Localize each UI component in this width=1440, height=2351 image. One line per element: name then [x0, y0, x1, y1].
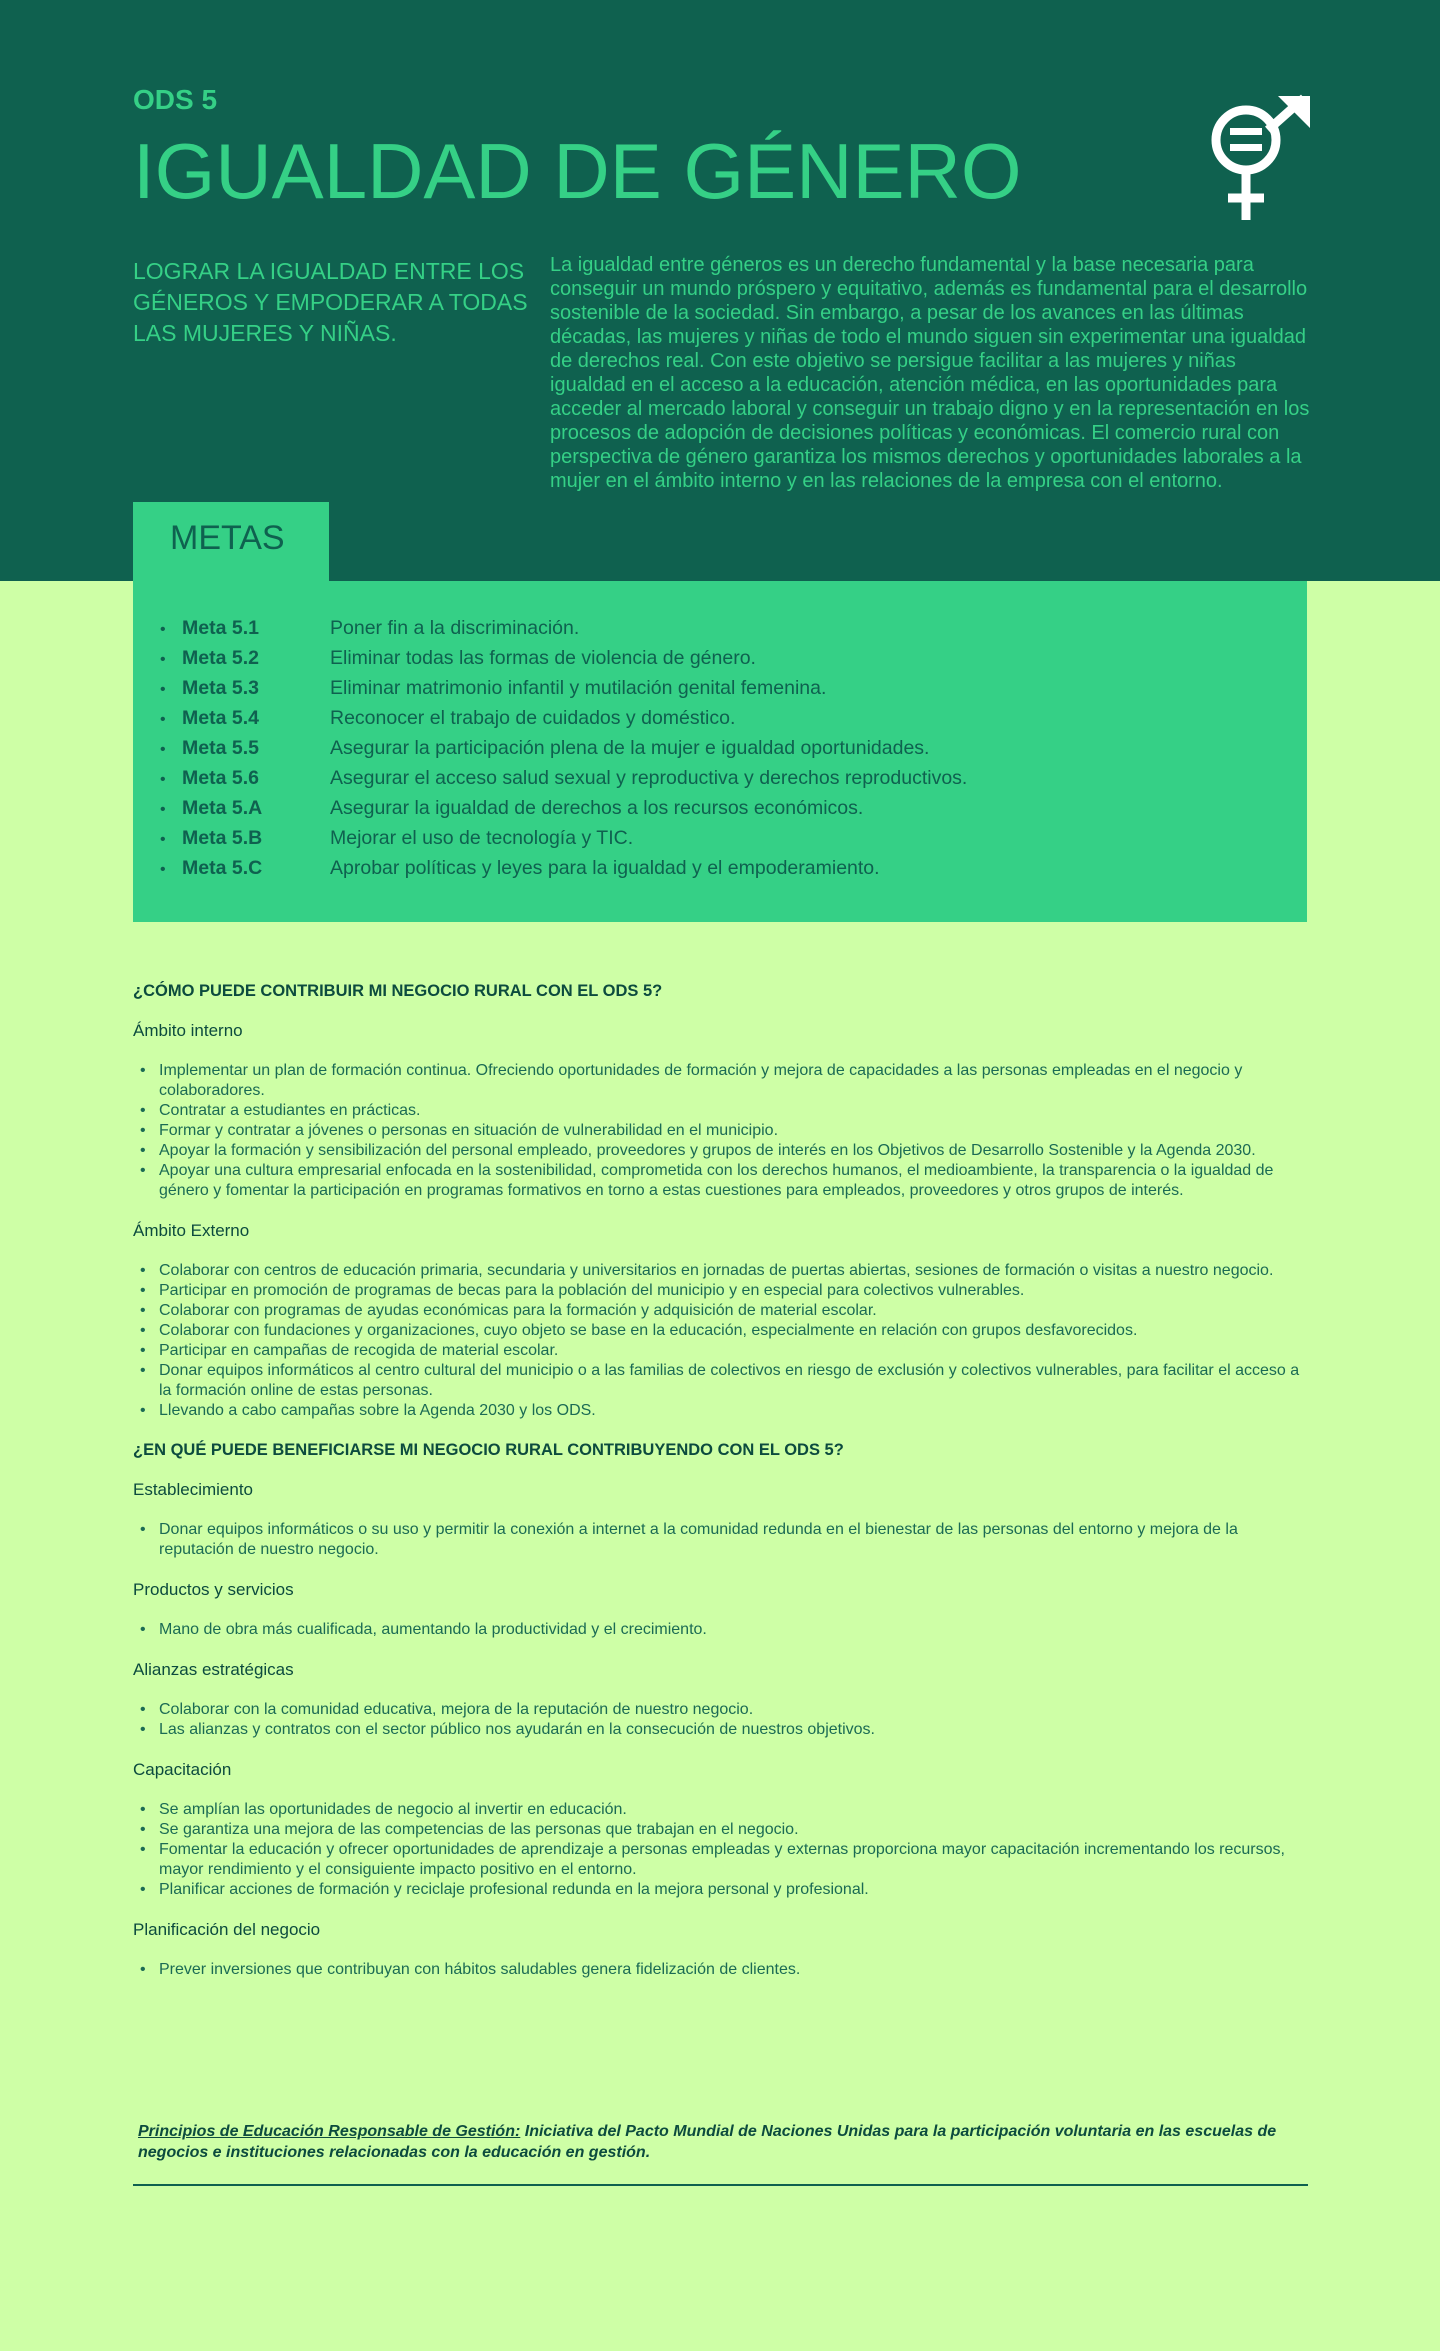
benefit-group-title: Capacitación	[133, 1760, 232, 1779]
bullet: •	[160, 861, 166, 878]
benefit-groups	[133, 1480, 1308, 1980]
list-item: • Participar en promoción de programas de becas para la población del municipio y en especial para colectivos vulnerables.	[159, 1281, 1308, 1301]
list-item: • Se amplían las oportunidades de negocio al invertir en educación.	[159, 1800, 1308, 1820]
gender-equality-icon	[1208, 92, 1314, 222]
list-item: • Participar en campañas de recogida de material escolar.	[159, 1341, 1308, 1361]
bullet: •	[160, 831, 166, 848]
list-item: • Llevando a cabo campañas sobre la Agenda 2030 y los ODS.	[159, 1401, 1308, 1421]
meta-code: Meta 5.A	[182, 797, 263, 819]
meta-code: Meta 5.2	[182, 647, 259, 669]
meta-row	[160, 827, 1307, 857]
list-item: • Planificar acciones de formación y reciclaje profesional redunda en la mejora personal y profesional.	[159, 1880, 1308, 1900]
bullet: •	[160, 651, 166, 668]
meta-text: Asegurar el acceso salud sexual y reproductiva y derechos reproductivos.	[330, 767, 968, 789]
list-item: • Se garantiza una mejora de las competencias de las personas que trabajan en el negocio.	[159, 1820, 1308, 1840]
benefit-group-list	[133, 1620, 1308, 1640]
list-item: • Colaborar con programas de ayudas económicas para la formación y adquisición de material escolar.	[159, 1301, 1308, 1321]
benefit-group-list	[133, 1520, 1308, 1560]
meta-text: Mejorar el uso de tecnología y TIC.	[330, 827, 634, 849]
meta-code: Meta 5.3	[182, 677, 259, 699]
meta-text: Aprobar políticas y leyes para la igualdad y el empoderamiento.	[330, 857, 880, 879]
metas-list	[133, 581, 1307, 922]
meta-row	[160, 737, 1307, 767]
benefit-group-list	[133, 1800, 1308, 1900]
internal-scope-title: Ámbito interno	[133, 1021, 243, 1040]
list-item: • Apoyar la formación y sensibilización del personal empleado, proveedores y grupos de interés en los Objetivos de Desarrollo Sostenible y la Agenda 2030.	[159, 1141, 1308, 1161]
meta-text: Poner fin a la discriminación.	[330, 617, 580, 639]
contribute-question: ¿CÓMO PUEDE CONTRIBUIR MI NEGOCIO RURAL CON EL ODS 5?	[133, 982, 663, 1000]
bullet: •	[160, 621, 166, 638]
internal-scope-list	[133, 1061, 1308, 1201]
bullet: •	[160, 741, 166, 758]
list-item: • Fomentar la educación y ofrecer oportunidades de aprendizaje a personas empleadas y externas proporciona mayor capacitación incrementando los recursos, mayor rendimiento y el consiguiente impacto positivo en el entorno.	[159, 1840, 1308, 1880]
list-item: • Donar equipos informáticos o su uso y permitir la conexión a internet a la comunidad redunda en el bienestar de las personas del entorno y mejora de la reputación de nuestro negocio.	[159, 1520, 1308, 1560]
list-item: • Mano de obra más cualificada, aumentando la productividad y el crecimiento.	[159, 1620, 1308, 1640]
intro-paragraph: La igualdad entre géneros es un derecho fundamental y la base necesaria para conseguir un mundo próspero y equitativo, además es fundamental para el desarrollo sostenible de la sociedad. Sin embargo, a pesar de los avances en las últimas décadas, las mujeres y niñas de todo el mundo siguen sin experimentar una igualdad de derechos real. Con este objetivo se persigue facilitar a las mujeres y niñas igualdad en el acceso a la educación, atención médica, en las oportunidades para acceder al mercado laboral y conseguir un trabajo digno y en la representación en los procesos de adopción de decisiones políticas y económicas. El comercio rural con perspectiva de género garantiza los mismos derechos y oportunidades laborales a la mujer en el ámbito interno y en las relaciones de la empresa con el entorno.	[550, 254, 1310, 492]
meta-row	[160, 707, 1307, 737]
benefit-group-title: Productos y servicios	[133, 1580, 294, 1599]
meta-code: Meta 5.C	[182, 857, 263, 879]
list-item: • Implementar un plan de formación continua. Ofreciendo oportunidades de formación y mejora de capacidades a las personas empleadas en el negocio y colaboradores.	[159, 1061, 1308, 1101]
meta-row	[160, 767, 1307, 797]
meta-text: Eliminar todas las formas de violencia de género.	[330, 647, 756, 669]
page-title: IGUALDAD DE GÉNERO	[133, 127, 1022, 215]
meta-row	[160, 797, 1307, 827]
footnote	[138, 2121, 1303, 2163]
list-item: • Donar equipos informáticos al centro cultural del municipio o a las familias de colectivos en riesgo de exclusión y colectivos vulnerables, para facilitar el acceso a la formación online de estas personas.	[159, 1361, 1308, 1401]
external-scope-list	[133, 1261, 1308, 1421]
list-item: • Contratar a estudiantes en prácticas.	[159, 1101, 1308, 1121]
meta-text: Asegurar la participación plena de la mujer e igualdad oportunidades.	[330, 737, 930, 759]
meta-code: Meta 5.6	[182, 767, 259, 789]
footnote-link[interactable]: Principios de Educación Responsable de Gestión:	[138, 2123, 521, 2140]
bullet: •	[160, 681, 166, 698]
benefit-group-list	[133, 1700, 1308, 1740]
meta-row	[160, 677, 1307, 707]
meta-text: Asegurar la igualdad de derechos a los recursos económicos.	[330, 797, 864, 819]
external-scope-title: Ámbito Externo	[133, 1221, 250, 1240]
footnote-text: Iniciativa del Pacto Mundial de Naciones Unidas para la participación voluntaria en las escuelas de negocios e instituciones relacionadas con la educación en gestión.	[138, 2123, 1277, 2161]
meta-row	[160, 647, 1307, 677]
bullet: •	[160, 771, 166, 788]
benefit-group-title: Establecimiento	[133, 1480, 254, 1499]
list-item: • Colaborar con centros de educación primaria, secundaria y universitarios en jornadas de puertas abiertas, sesiones de formación o visitas a nuestro negocio.	[159, 1261, 1308, 1281]
meta-row	[160, 857, 1307, 887]
main-content	[133, 982, 1308, 1980]
list-item: • Formar y contratar a jóvenes o personas en situación de vulnerabilidad en el municipio.	[159, 1121, 1308, 1141]
metas-tab: METAS	[133, 502, 329, 582]
list-item: • Colaborar con fundaciones y organizaciones, cuyo objeto se base en la educación, especialmente en relación con grupos desfavorecidos.	[159, 1321, 1308, 1341]
meta-text: Reconocer el trabajo de cuidados y doméstico.	[330, 707, 736, 729]
benefit-group-title: Alianzas estratégicas	[133, 1660, 294, 1679]
list-item: • Prever inversiones que contribuyan con hábitos saludables genera fidelización de clientes.	[159, 1960, 1308, 1980]
header-banner	[0, 0, 1440, 581]
benefit-group-title: Planificación del negocio	[133, 1920, 321, 1939]
ods-label: ODS 5	[133, 84, 218, 115]
benefit-question: ¿EN QUÉ PUEDE BENEFICIARSE MI NEGOCIO RURAL CONTRIBUYENDO CON EL ODS 5?	[133, 1441, 844, 1459]
bullet: •	[160, 801, 166, 818]
page-subtitle: LOGRAR LA IGUALDAD ENTRE LOS GÉNEROS Y EMPODERAR A TODAS LAS MUJERES Y NIÑAS.	[133, 258, 528, 346]
meta-code: Meta 5.5	[182, 737, 259, 759]
bullet: •	[160, 711, 166, 728]
list-item: • Colaborar con la comunidad educativa, mejora de la reputación de nuestro negocio.	[159, 1700, 1308, 1720]
meta-code: Meta 5.1	[182, 617, 259, 639]
meta-row	[160, 617, 1307, 647]
list-item: • Apoyar una cultura empresarial enfocada en la sostenibilidad, comprometida con los derechos humanos, el medioambiente, la transparencia o la igualdad de género y fomentar la participación en programas formativos en torno a estas cuestiones para empleados, proveedores y otros grupos de interés.	[159, 1161, 1308, 1201]
meta-text: Eliminar matrimonio infantil y mutilación genital femenina.	[330, 677, 827, 699]
benefit-group-list	[133, 1960, 1308, 1980]
meta-code: Meta 5.4	[182, 707, 259, 729]
footer-divider	[133, 2184, 1308, 2186]
list-item: • Las alianzas y contratos con el sector público nos ayudarán en la consecución de nuestros objetivos.	[159, 1720, 1308, 1740]
meta-code: Meta 5.B	[182, 827, 263, 849]
